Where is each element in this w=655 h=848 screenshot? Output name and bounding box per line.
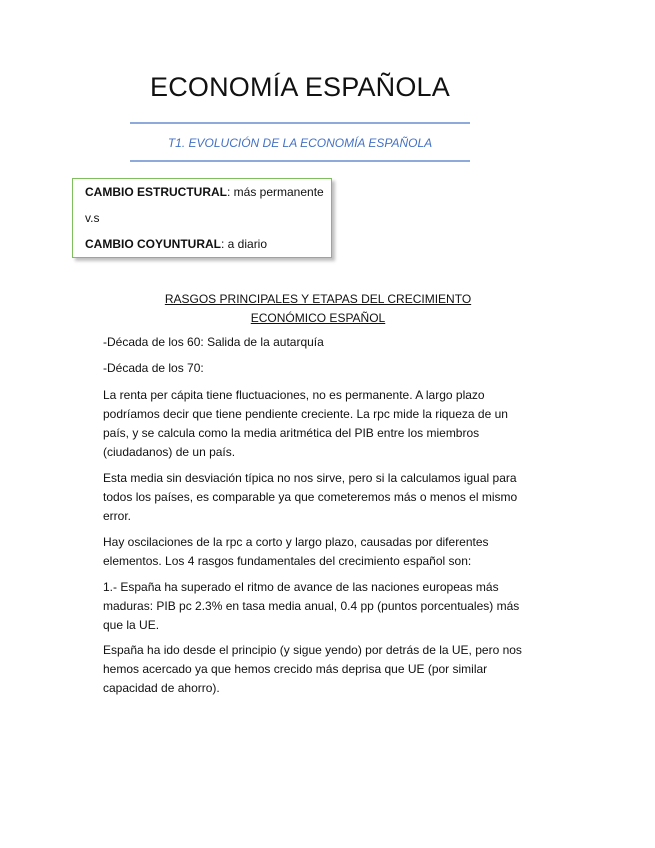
paragraph-60s: -Década de los 60: Salida de la autarquía xyxy=(103,335,324,349)
section-heading: RASGOS PRINCIPALES Y ETAPAS DEL CRECIMIENTO ECONÓMICO ESPAÑOL xyxy=(164,292,472,325)
box-term-conjunctural: CAMBIO COYUNTURAL xyxy=(85,237,221,251)
box-term-structural: CAMBIO ESTRUCTURAL xyxy=(85,185,227,199)
paragraph-oscillations: Hay oscilaciones de la rpc a corto y largo plazo, causadas por diferentes elementos. Los 4 rasgos fundamentales del crecimiento español son: xyxy=(103,535,489,568)
paragraph-mean: Esta media sin desviación típica no nos sirve, pero si la calculamos igual para todos los países, es comparable ya que cometeremos más o menos el mismo error. xyxy=(103,471,518,523)
definition-box xyxy=(72,178,332,258)
box-def-structural: : más permanente xyxy=(227,185,324,199)
document-subtitle: T1. EVOLUCIÓN DE LA ECONOMÍA ESPAÑOLA xyxy=(167,136,433,150)
box-line-structural xyxy=(85,185,324,199)
document-title: ECONOMÍA ESPAÑOLA xyxy=(150,72,450,102)
subtitle-bottom-rule xyxy=(130,160,470,162)
subtitle-top-rule xyxy=(130,122,470,124)
paragraph-trait-1: 1.- España ha superado el ritmo de avance de las naciones europeas más maduras: PIB pc 2.3% en tasa media anual, 0.4 pp (puntos porcentuales) más que la UE. xyxy=(103,580,520,632)
box-line-versus: v.s xyxy=(85,211,100,225)
box-def-conjunctural: : a diario xyxy=(221,237,268,251)
paragraph-eu-gap: España ha ido desde el principio (y sigue yendo) por detrás de la UE, pero nos hemos acercado ya que hemos crecido más deprisa que UE (por similar capacidad de ahorro). xyxy=(103,643,522,695)
box-line-conjunctural xyxy=(85,237,267,251)
paragraph-70s: -Década de los 70: xyxy=(103,361,204,375)
paragraph-rpc: La renta per cápita tiene fluctuaciones, no es permanente. A largo plazo podríamos decir que tiene pendiente creciente. La rpc mide la riqueza de un país, y se calcula como la media aritmética del PIB entre los miembros (ciudadanos) de un país. xyxy=(103,388,508,459)
